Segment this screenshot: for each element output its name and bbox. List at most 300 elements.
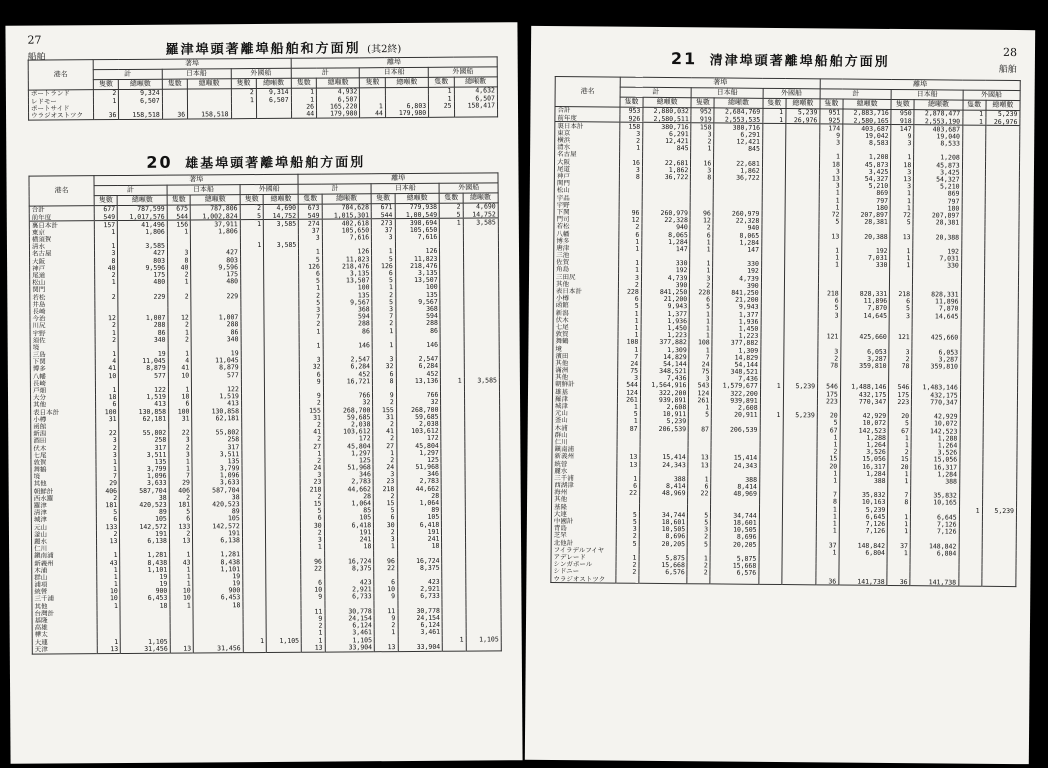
ship-count-cell: 24 — [300, 464, 323, 471]
tonnage-cell: 179,980 — [317, 110, 360, 118]
tonnage-cell: 135 — [395, 291, 440, 298]
ship-count-cell — [443, 643, 466, 651]
ship-count-cell: 1 — [429, 87, 454, 95]
tonnage-cell: 192 — [913, 248, 962, 256]
ship-count-cell: 31 — [96, 415, 119, 422]
tonnage-cell: 191 — [120, 530, 170, 538]
port-name: 八幡 — [556, 229, 570, 238]
ship-count-cell: 16 — [691, 160, 714, 167]
tonnage-cell: 359,810 — [841, 362, 890, 370]
tonnage-cell: 14,829 — [641, 353, 690, 361]
tonnage-cell: 33,904 — [325, 644, 375, 652]
total-header: 計 — [291, 68, 360, 78]
tonnage-cell: 142,523 — [911, 427, 960, 435]
tonnage-cell: 330 — [713, 260, 762, 268]
tonnage-cell: 192 — [641, 267, 690, 275]
ship-count-cell: 1 — [169, 465, 192, 472]
ship-count-cell: 20 — [817, 412, 840, 419]
tonnage-cell: 3,633 — [119, 480, 169, 488]
ship-count-cell: 36 — [816, 578, 839, 586]
ship-count-cell: 6 — [690, 296, 713, 303]
ship-count-cell: 1 — [168, 278, 191, 285]
ship-count-cell: 261 — [617, 396, 640, 403]
table-title-text: 雄基埠頭著離埠船舶方面別 — [185, 155, 366, 172]
ship-count-cell: 1 — [170, 566, 193, 573]
ship-count-cell: 6 — [374, 514, 397, 521]
port-name: 新潟 — [555, 308, 569, 317]
tonnage-cell: 388 — [711, 476, 760, 484]
ship-count-cell: 1 — [94, 243, 117, 250]
tonnage-cell: 6,418 — [397, 521, 442, 528]
tonnage-cell: 1,007 — [118, 314, 168, 322]
port-name: 宇品 — [556, 193, 570, 202]
tonnage-cell: 845 — [714, 145, 763, 153]
ship-count-cell: 37 — [816, 542, 839, 549]
ship-count-cell: 1 — [888, 478, 911, 485]
tonnage-header: 總噸數 — [385, 77, 428, 87]
tonnage-cell: 45,804 — [324, 442, 374, 450]
ship-count-cell: 41 — [95, 365, 118, 372]
ship-count-cell: 2 — [168, 293, 191, 300]
tonnage-cell: 1,488,146 — [840, 384, 889, 392]
count-header: 隻數 — [94, 196, 117, 206]
tonnage-cell: 766 — [396, 392, 441, 399]
tonnage-header: 總噸數 — [986, 100, 1020, 110]
ship-count-cell: 9 — [300, 392, 323, 399]
ship-count-cell: 15 — [817, 455, 840, 462]
tonnage-cell: 3,585 — [463, 218, 498, 226]
ship-count-cell: 1 — [819, 197, 842, 204]
tonnage-cell: 1,208 — [914, 154, 963, 162]
port-name: 其他 — [34, 602, 48, 611]
tonnage-cell: 4,739 — [713, 275, 762, 283]
ship-count-cell: 1 — [817, 434, 840, 441]
port-name: 井島 — [32, 300, 46, 309]
tonnage-cell: 5,239 — [786, 109, 820, 117]
tonnage-cell: 388 — [640, 475, 689, 483]
ship-count-cell: 1 — [299, 249, 322, 256]
ship-count-cell: 67 — [889, 427, 912, 434]
ship-count-cell: 406 — [96, 487, 119, 494]
ship-count-cell: 9 — [373, 392, 396, 399]
ship-count-cell: 1 — [687, 555, 710, 562]
ship-count-cell: 2 — [618, 281, 641, 288]
table-number: 21 — [670, 49, 698, 69]
ship-count-cell: 1 — [95, 351, 118, 358]
tonnage-header: 總噸數 — [187, 79, 230, 89]
port-name: 基隆 — [34, 616, 48, 625]
ship-count-cell: 1 — [963, 110, 986, 118]
tonnage-cell: 147 — [713, 246, 762, 254]
port-name: 酒田 — [33, 436, 47, 445]
tonnage-cell: 6,124 — [325, 622, 375, 630]
port-name: 舞鶴 — [555, 337, 569, 346]
tonnage-cell: 9,943 — [712, 303, 761, 311]
tonnage-cell: 2,880,032 — [643, 107, 692, 115]
ship-count-cell: 10 — [97, 595, 120, 602]
tonnage-cell: 940 — [713, 224, 762, 232]
ship-count-cell: 953 — [620, 107, 643, 115]
tonnage-cell: 122 — [192, 386, 242, 394]
tonnage-cell: 51,968 — [324, 464, 374, 472]
ship-count-cell: 11 — [374, 608, 397, 615]
port-name: 長崎 — [32, 307, 46, 316]
tonnage-cell: 31,456 — [121, 645, 171, 653]
ship-count-cell: 3 — [891, 140, 914, 147]
ship-count-cell: 5 — [240, 212, 263, 220]
tonnage-cell: 3,585 — [118, 243, 168, 251]
japan-header: 日本船 — [891, 89, 962, 100]
ship-count-cell: 24 — [373, 464, 396, 471]
ship-count-cell: 2 — [240, 204, 263, 212]
ship-count-cell: 406 — [169, 487, 192, 494]
port-name: 角島 — [556, 265, 570, 274]
port-name: 今治 — [32, 314, 46, 323]
tonnage-cell: 5,239 — [783, 383, 817, 390]
ship-count-cell: 1 — [887, 549, 910, 556]
tonnage-cell: 359,810 — [912, 363, 961, 371]
tonnage-cell: 141,738 — [839, 578, 888, 586]
tonnage-cell: 100 — [395, 284, 440, 291]
count-header: 隻數 — [231, 79, 256, 89]
tonnage-cell: 62,181 — [119, 415, 169, 423]
ship-count-cell: 10 — [97, 588, 120, 595]
tonnage-cell: 3,287 — [841, 355, 890, 363]
ship-count-cell: 2 — [168, 336, 191, 343]
tonnage-cell: 3,585 — [264, 242, 299, 249]
tonnage-cell: 1,223 — [712, 332, 761, 340]
tonnage-cell: 14,829 — [712, 354, 761, 362]
ship-count-cell: 546 — [818, 383, 841, 390]
ship-count-cell: 16 — [619, 159, 642, 166]
tonnage-cell: 22,328 — [642, 217, 691, 225]
tonnage-cell: 3,135 — [395, 269, 440, 276]
ship-count-cell: 2 — [817, 448, 840, 455]
ship-count-cell: 2 — [616, 569, 639, 576]
ship-count-cell: 36 — [162, 111, 187, 119]
tonnage-cell: 7,126 — [911, 528, 960, 536]
tonnage-cell: 6,733 — [325, 593, 375, 601]
tonnage-cell: 452 — [396, 370, 441, 377]
tonnage-cell: 20,205 — [710, 541, 759, 549]
tonnage-cell: 3,425 — [842, 168, 891, 176]
tonnage-cell: 6,053 — [912, 348, 961, 356]
port-name: 合計 — [29, 206, 94, 214]
tonnage-cell: 427 — [118, 250, 168, 258]
tonnage-cell: 1,450 — [641, 324, 690, 332]
tonnage-cell: 15,414 — [711, 454, 760, 462]
ship-count-cell: 2 — [691, 138, 714, 145]
tonnage-cell: 19 — [193, 573, 243, 581]
port-name: 前年度 — [29, 213, 94, 221]
port-name: 函館 — [33, 422, 47, 431]
ship-count-cell: 174 — [820, 124, 843, 132]
tonnage-cell: 89 — [193, 508, 243, 516]
port-name: 清津 — [33, 508, 47, 517]
tonnage-cell: 940 — [642, 224, 691, 232]
tonnage-cell: 403,687 — [843, 124, 892, 132]
tonnage-cell: 346 — [397, 471, 442, 478]
ship-count-cell: 1 — [888, 434, 911, 441]
tonnage-cell: 16,724 — [397, 557, 442, 564]
ship-count-cell: 1 — [690, 260, 713, 267]
tonnage-cell: 1,064 — [324, 500, 374, 508]
ship-count-cell: 13 — [170, 645, 193, 653]
port-name: 伏木 — [33, 444, 47, 453]
port-name: 敦賀 — [33, 458, 47, 467]
ship-count-cell: 2 — [374, 622, 397, 629]
depart-header: 離埠 — [820, 79, 1020, 91]
tonnage-cell: 1,064 — [397, 499, 442, 506]
ship-count-cell: 673 — [299, 204, 322, 212]
ship-count-cell: 2 — [690, 282, 713, 289]
ship-count-cell: 2 — [169, 494, 192, 501]
tonnage-cell: 207,897 — [842, 211, 891, 219]
tonnage-cell: 7,031 — [842, 254, 891, 262]
ship-count-cell: 13 — [617, 461, 640, 468]
ship-count-cell: 1 — [618, 346, 641, 353]
ship-count-cell: 2 — [373, 421, 396, 428]
tonnage-cell: 330 — [642, 260, 691, 268]
tonnage-cell: 59,685 — [396, 413, 441, 420]
tonnage-cell: 9,596 — [118, 264, 168, 272]
tonnage-cell: 45,804 — [397, 442, 442, 449]
tonnage-cell: 141,738 — [910, 578, 959, 586]
tonnage-cell: 89 — [120, 509, 170, 517]
ship-count-cell: 2 — [818, 355, 841, 362]
total-header: 計 — [820, 89, 891, 100]
port-name: 台灣計 — [34, 609, 55, 618]
ship-count-cell: 9 — [374, 593, 397, 600]
port-name: 須佐 — [32, 336, 46, 345]
count-header: 隻數 — [167, 195, 190, 205]
tonnage-cell: 1,015,301 — [322, 211, 372, 219]
tonnage-cell: 1,284 — [713, 239, 762, 247]
ship-count-cell: 1 — [291, 96, 316, 103]
tonnage-cell: 42,929 — [912, 413, 961, 421]
ship-count-cell: 1 — [291, 88, 316, 96]
tonnage-cell: 317 — [192, 443, 242, 451]
ship-count-cell: 1 — [170, 580, 193, 587]
ship-count-cell: 1 — [429, 95, 454, 102]
tonnage-cell: 480 — [118, 279, 168, 287]
tonnage-cell: 5,875 — [710, 555, 759, 563]
ship-count-cell: 13 — [375, 644, 398, 652]
ship-count-cell: 2 — [620, 137, 643, 144]
ship-count-cell: 5 — [299, 277, 322, 284]
tonnage-cell: 38 — [193, 494, 243, 502]
tonnage-cell: 12,421 — [643, 138, 692, 146]
ship-count-cell: 43 — [170, 559, 193, 566]
table-number: 20 — [146, 152, 173, 172]
ship-count-cell: 26 — [291, 103, 316, 110]
ship-count-cell: 1 — [95, 329, 118, 336]
port-name: 名古屋 — [557, 150, 577, 159]
ship-count-cell: 156 — [167, 220, 190, 228]
tonnage-cell: 19,040 — [914, 133, 963, 141]
port-name: 宇野 — [32, 329, 46, 338]
ship-count-cell: 1 — [689, 404, 712, 411]
port-name: 大連 — [553, 509, 567, 518]
tonnage-cell: 42,929 — [840, 412, 889, 420]
tonnage-cell: 1,450 — [712, 325, 761, 333]
port-name: 仁川 — [554, 438, 568, 447]
tonnage-cell: 6,507 — [454, 95, 497, 102]
tonnage-cell: 2,580,511 — [643, 115, 692, 123]
ship-count-cell: 1 — [360, 103, 385, 110]
ship-count-cell: 3 — [167, 250, 190, 257]
tonnage-cell: 423 — [325, 579, 375, 587]
tonnage-cell: 390 — [641, 281, 690, 289]
tonnage-cell: 19 — [193, 580, 243, 588]
port-name: 表日本計 — [33, 408, 60, 417]
ship-count-cell: 1 — [963, 118, 986, 126]
ship-count-cell: 1 — [619, 245, 642, 252]
ship-count-cell: 1 — [97, 566, 120, 573]
ship-count-cell: 1 — [763, 108, 786, 116]
ship-count-cell: 30 — [301, 522, 324, 529]
ship-count-cell: 155 — [300, 407, 323, 414]
ship-count-cell: 5 — [440, 211, 463, 219]
tonnage-cell: 7,126 — [839, 527, 888, 535]
port-name: 大分 — [33, 393, 47, 402]
tonnage-cell: 1,519 — [192, 393, 242, 401]
tonnage-cell: 1,284 — [642, 238, 691, 246]
ship-count-cell: 1 — [691, 145, 714, 152]
ship-count-cell: 27 — [300, 443, 323, 450]
ship-count-cell: 1 — [816, 549, 839, 556]
ship-count-cell: 41 — [300, 428, 323, 435]
tonnage-cell: 3,461 — [398, 629, 443, 636]
tonnage-cell: 577 — [192, 371, 242, 379]
ship-count-cell: 36 — [887, 578, 910, 586]
port-name: 樺太 — [34, 630, 48, 640]
ship-count-cell: 23 — [373, 478, 396, 485]
tonnage-header: 總噸數 — [190, 195, 240, 205]
tonnage-cell: 6,507 — [256, 96, 291, 103]
tonnage-cell: 22,328 — [713, 217, 762, 225]
ship-count-cell: 12 — [690, 217, 713, 224]
tonnage-cell: 6,733 — [398, 593, 443, 600]
ship-count-cell: 72 — [890, 212, 913, 219]
tonnage-cell: 380,716 — [643, 123, 692, 131]
ship-count-cell: 15 — [374, 500, 397, 507]
tonnage-cell: 425,660 — [841, 333, 890, 341]
ship-count-cell: 1 — [372, 342, 395, 349]
tonnage-cell: 1,281 — [193, 551, 243, 559]
tonnage-cell: 322,200 — [712, 390, 761, 398]
tonnage-cell: 9,324 — [119, 89, 162, 97]
tonnage-cell: 9,943 — [641, 303, 690, 311]
tonnage-cell: 1,579,677 — [712, 383, 761, 391]
tonnage-cell: 15,056 — [840, 456, 889, 464]
ship-count-cell: 544 — [167, 213, 190, 221]
tonnage-cell: 869 — [913, 190, 962, 198]
tonnage-cell: 594 — [323, 313, 373, 321]
port-name: 新潟 — [33, 429, 47, 438]
ship-count-cell: 7 — [96, 473, 119, 480]
tonnage-cell: 11,896 — [913, 298, 962, 306]
ship-count-cell: 544 — [372, 211, 395, 219]
ship-count-cell: 2 — [888, 449, 911, 456]
ship-count-cell: 1 — [816, 513, 839, 520]
ship-count-cell: 2 — [169, 530, 192, 537]
ship-count-cell: 3 — [690, 275, 713, 282]
ship-count-cell: 1 — [760, 383, 783, 390]
tonnage-cell: 787,599 — [118, 205, 168, 213]
tonnage-cell: 6,645 — [839, 513, 888, 521]
ship-count-cell: 3 — [819, 168, 842, 175]
tonnage-cell: 797 — [913, 197, 962, 205]
ship-count-cell: 2 — [231, 89, 256, 97]
ship-count-cell: 2 — [93, 90, 118, 98]
tonnage-cell: 330 — [913, 262, 962, 270]
tonnage-cell: 105 — [324, 514, 374, 522]
total-header: 計 — [298, 184, 371, 195]
ship-count-cell: 2 — [168, 322, 191, 329]
ship-count-cell: 549 — [299, 212, 322, 220]
tonnage-cell: 2,580,165 — [843, 117, 892, 125]
tonnage-cell: 207,897 — [913, 212, 962, 220]
tonnage-cell: 206,539 — [640, 425, 689, 433]
tonnage-cell: 9,596 — [191, 264, 241, 272]
ship-count-cell — [687, 576, 710, 584]
ship-count-cell: 87 — [689, 425, 712, 432]
ship-count-cell: 5 — [372, 277, 395, 284]
japan-header: 日本船 — [691, 88, 762, 99]
ship-count-cell: 5 — [688, 519, 711, 526]
ship-count-cell — [231, 111, 256, 119]
ship-count-cell: 133 — [96, 523, 119, 530]
ship-count-cell: 543 — [689, 382, 712, 389]
tonnage-cell: 172 — [324, 435, 374, 443]
tonnage-cell: 105,650 — [395, 226, 440, 233]
ship-count-cell: 8 — [167, 257, 190, 264]
ship-count-cell: 1 — [959, 507, 982, 514]
ship-count-cell: 3 — [96, 437, 119, 444]
port-name: フイラデルフイヤ — [553, 545, 605, 555]
ship-count-cell: 8 — [619, 173, 642, 180]
ship-count-cell: 1 — [817, 477, 840, 484]
ship-count-cell: 25 — [429, 102, 454, 109]
tonnage-cell: 28,381 — [842, 218, 891, 226]
ship-count-cell: 1 — [95, 387, 118, 394]
ship-count-cell: 1 — [689, 332, 712, 339]
tonnage-cell: 146 — [396, 341, 441, 348]
port-name: ポートサイド — [30, 104, 70, 113]
tonnage-cell: 14,645 — [912, 312, 961, 320]
ship-count-cell: 5 — [616, 540, 639, 547]
tonnage-cell: 89 — [397, 507, 442, 514]
port-name: 木浦 — [554, 423, 568, 432]
ship-count-cell: 218 — [890, 291, 913, 298]
tonnage-cell: 86 — [396, 327, 441, 334]
ship-count-cell: 31 — [300, 414, 323, 421]
tonnage-cell: 6,138 — [193, 537, 243, 545]
ship-count-cell: 926 — [620, 115, 643, 123]
ship-count-cell: 2 — [616, 561, 639, 568]
tonnage-cell: 86 — [323, 327, 373, 335]
ship-count-cell: 1 — [689, 318, 712, 325]
ship-count-cell: 5 — [689, 411, 712, 418]
ship-count-cell: 3 — [299, 234, 322, 241]
tonnage-cell: 6,804 — [910, 550, 959, 558]
tonnage-cell — [267, 644, 302, 652]
ship-count-cell: 75 — [618, 367, 641, 374]
ship-count-cell: 2 — [619, 224, 642, 231]
ship-count-cell: 1 — [690, 239, 713, 246]
ship-count-cell: 5 — [817, 419, 840, 426]
